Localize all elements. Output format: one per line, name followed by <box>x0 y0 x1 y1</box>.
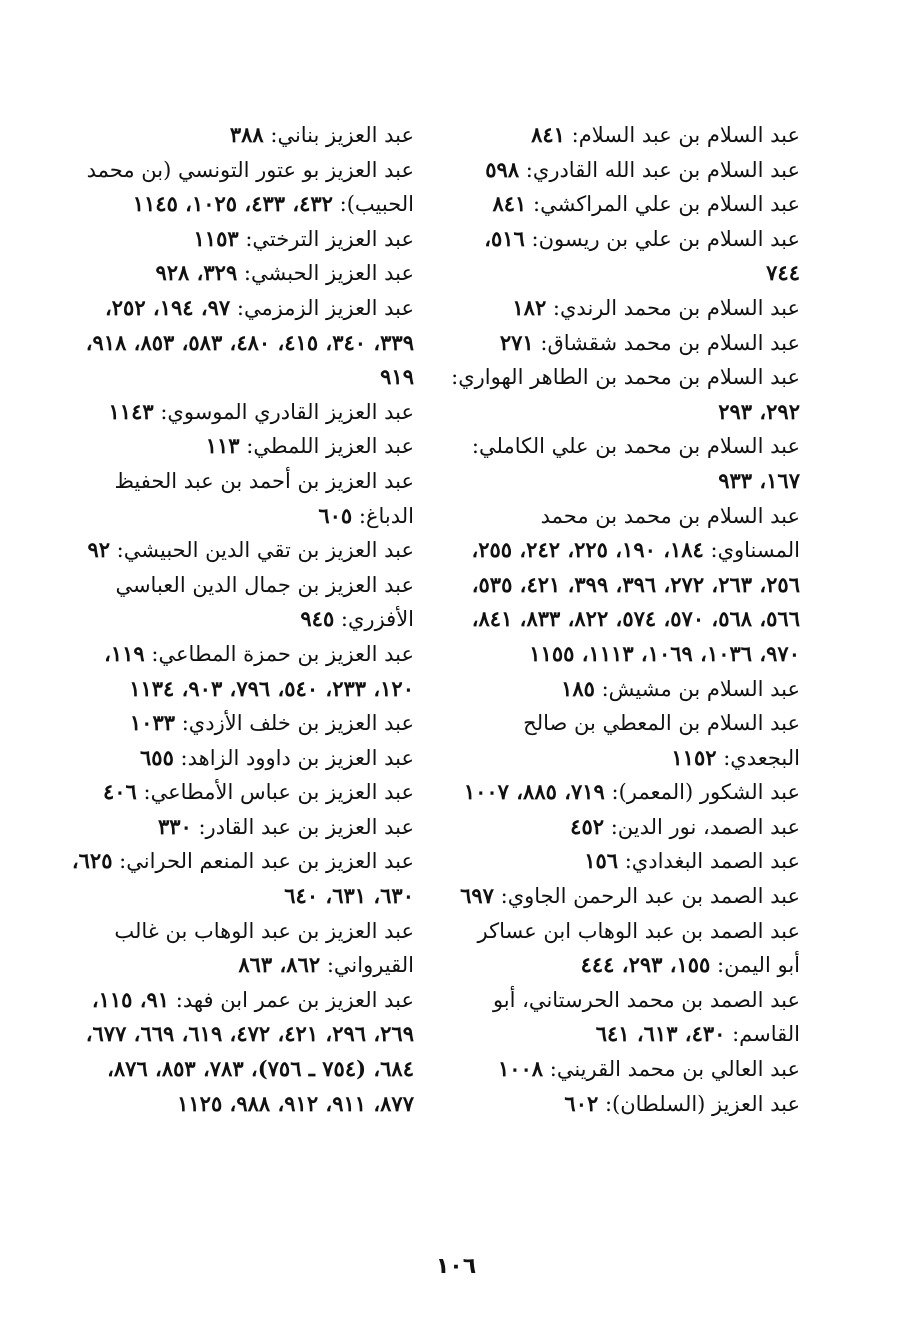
entry-pages: ٣٣٠ <box>157 813 192 839</box>
index-entry <box>450 429 800 498</box>
right-column <box>450 118 800 1121</box>
entry-pages: ١٠٣٣ <box>129 710 176 736</box>
entry-pages: ٧١٩، ٨٨٥، ١٠٠٧ <box>463 779 605 805</box>
index-entry <box>62 568 414 637</box>
entry-name: عبد السلام بن المعطي بن صالح البجعدي: <box>523 711 800 770</box>
entry-pages: ١٨٤، ١٩٠، ٢٢٥، ٢٤٢، ٢٥٥، ٢٥٦، ٢٦٣، ٢٧٢، ٣٩٦، ٣٩٩، ٤٢١، ٥٣٥، ٥٦٦، ٥٦٨، ٥٧٠، ٥٧٤، ٨٢٢، ٨٣٣، ٨٤١، ٩٧٠، ١٠٣٦، ١٠٦٩، ١١١٣، ١١٥٥ <box>471 537 800 666</box>
entry-name: عبد العزيز بن حمزة المطاعي: <box>144 641 414 666</box>
entry-pages: ٣٢٩، ٩٢٨ <box>155 260 238 286</box>
index-entry <box>62 810 414 845</box>
entry-name: عبد السلام بن علي المراكشي: <box>526 192 800 217</box>
entry-name: عبد السلام بن محمد بن الطاهر الهواري: <box>451 365 800 390</box>
entry-pages: ١٠٠٨ <box>497 1056 544 1082</box>
index-entry <box>450 775 800 810</box>
entry-name: عبد السلام بن عبد السلام: <box>564 123 800 147</box>
entry-name: عبد العزيز بناني: <box>263 123 414 147</box>
index-entry <box>450 291 800 326</box>
index-entry <box>450 706 800 775</box>
index-entry <box>450 879 800 914</box>
entry-pages: ٩٧، ١٩٤، ٢٥٢، ٣٣٩، ٣٤٠، ٤١٥، ٤٨٠، ٥٨٣، ٨٥٣، ٩١٨، ٩١٩ <box>85 294 414 390</box>
index-entry <box>62 983 414 1121</box>
index-entry <box>62 914 414 983</box>
entry-name: عبد الشكور (المعمر): <box>604 780 800 805</box>
entry-pages: ٦٥٥ <box>140 744 174 770</box>
entry-pages: ٨٦٢، ٨٦٣ <box>238 952 321 978</box>
entry-pages: ٦٩٧ <box>460 883 494 909</box>
entry-name: عبد الصمد، نور الدين: <box>604 814 800 839</box>
entry-pages: ٦٠٢ <box>564 1090 599 1116</box>
entry-pages: ٢٩٢، ٢٩٣ <box>718 398 800 424</box>
index-entry <box>62 222 414 257</box>
entry-pages: ١٦٧، ٩٣٣ <box>718 467 800 493</box>
entry-name: عبد الصمد بن عبد الوهاب ابن عساكر أبو اليمن: <box>477 918 800 978</box>
entry-name: عبد العزيز بن جمال الدين العباسي الأفزري: <box>115 572 414 632</box>
index-entry <box>450 844 800 879</box>
entry-name: عبد العزيز بن خلف الأزدي: <box>175 711 414 736</box>
entry-pages: ١١٤٣ <box>108 398 154 424</box>
entry-pages: ١٨٢ <box>512 294 547 320</box>
entry-name: عبد العزيز الترختي: <box>238 226 414 251</box>
index-entry <box>62 775 414 810</box>
entry-name: عبد العزيز بن عمر ابن فهد: <box>169 987 414 1012</box>
index-entry <box>62 741 414 776</box>
entry-name: عبد العزيز الزمزمي: <box>230 295 414 320</box>
entry-pages: ٤٣٢، ٤٣٣، ١٠٢٥، ١١٤٥ <box>132 191 333 217</box>
index-entry <box>450 222 800 291</box>
entry-pages: ١٥٥، ٢٩٣، ٤٤٤ <box>580 952 711 978</box>
entry-pages: ١١٩، ١٢٠، ٢٣٣، ٥٤٠، ٧٩٦، ٩٠٣، ١١٣٤ <box>104 640 414 701</box>
entry-pages: ٩١، ١١٥، ٢٦٩، ٢٩٦، ٤٢١، ٤٧٢، ٦١٩، ٦٦٩، ٦٧٧، ٦٨٤، (٧٥٤ ـ ٧٥٦)، ٧٨٣، ٨٥٣، ٨٧٦، ٨٧٧، ٩١١، ٩١٢، ٩٨٨، ١١٢٥ <box>85 986 414 1116</box>
index-entry <box>62 291 414 395</box>
entry-name: عبد العزيز بن عبد المنعم الحراني: <box>112 849 414 874</box>
entry-name: عبد العزيز بو عتور التونسي (بن محمد الحبيب): <box>86 157 414 217</box>
entry-pages: ١٥٦ <box>584 848 619 874</box>
entry-name: عبد العزيز الحبشي: <box>237 261 414 286</box>
index-entry <box>62 429 414 464</box>
entry-pages: ٩٤٥ <box>300 606 335 632</box>
index-entry <box>450 1052 800 1087</box>
entry-pages: ٥٩٨ <box>485 156 520 182</box>
entry-name: عبد الصمد بن عبد الرحمن الجاوي: <box>493 884 800 909</box>
entry-name: عبد العزيز (السلطان): <box>598 1091 800 1116</box>
entry-name: عبد السلام بن محمد بن علي الكاملي: <box>471 434 800 459</box>
entry-pages: ١١٥٣ <box>193 225 239 251</box>
entry-pages: ٦٠٥ <box>318 502 353 528</box>
index-entry <box>62 153 414 222</box>
entry-pages: ١٨٥ <box>561 675 595 701</box>
entry-pages: ٩٢ <box>87 537 110 563</box>
entry-pages: ١١٥٢ <box>671 744 717 770</box>
entry-pages: ٤٠٦ <box>102 779 137 805</box>
entry-name: عبد العزيز اللمطي: <box>239 434 414 459</box>
page-number: ١٠٦ <box>435 1254 477 1279</box>
index-entry <box>450 810 800 845</box>
index-entry <box>450 499 800 672</box>
index-entry <box>450 360 800 429</box>
index-entry <box>450 983 800 1052</box>
entry-pages: ٢٧١ <box>499 329 534 355</box>
entry-name: عبد السلام بن محمد بن محمد المسناوي: <box>540 503 800 563</box>
entry-name: عبد العزيز بن داوود الزاهد: <box>173 745 414 770</box>
index-entry <box>62 533 414 568</box>
entry-name: عبد العزيز بن عبد الوهاب بن غالب القيرواني: <box>114 918 414 978</box>
entry-name: عبد السلام بن محمد الرندي: <box>546 295 800 320</box>
index-entry <box>450 326 800 361</box>
entry-name: عبد العزيز بن أحمد بن عبد الحفيظ الدباغ: <box>114 468 414 528</box>
entry-name: عبد العزيز بن عبد القادر: <box>191 814 414 839</box>
entry-pages: ٣٨٨ <box>229 122 264 147</box>
entry-name: عبد العزيز بن تقي الدين الحبيشي: <box>110 538 414 563</box>
index-entry <box>62 118 414 153</box>
entry-name: عبد السلام بن عبد الله القادري: <box>519 157 800 182</box>
entry-pages: ٥١٦، ٧٤٤ <box>484 225 800 286</box>
entry-name: عبد العزيز بن عباس الأمطاعي: <box>136 780 414 805</box>
entry-name: عبد العالي بن محمد القريني: <box>543 1057 800 1082</box>
index-entry <box>450 153 800 188</box>
entry-name: عبد السلام بن محمد شقشاق: <box>533 330 800 355</box>
index-entry <box>450 672 800 707</box>
entry-name: عبد السلام بن مشيش: <box>594 676 800 701</box>
entry-pages: ٨٤١ <box>531 122 565 147</box>
index-entry <box>62 706 414 741</box>
index-entry <box>62 256 414 291</box>
entry-name: عبد السلام بن علي بن ريسون: <box>524 226 800 251</box>
entry-pages: ٦٢٥، ٦٣٠، ٦٣١، ٦٤٠ <box>71 848 414 909</box>
left-column <box>62 118 414 1121</box>
index-entry <box>62 464 414 533</box>
entry-pages: ٤٥٢ <box>570 813 605 839</box>
entry-name: عبد العزيز القادري الموسوي: <box>153 399 414 424</box>
index-entry <box>450 1087 800 1122</box>
index-entry <box>450 187 800 222</box>
index-entry <box>62 637 414 706</box>
entry-pages: ٤٣٠، ٦١٣، ٦٤١ <box>595 1021 726 1047</box>
index-entry <box>450 118 800 153</box>
index-entry <box>62 844 414 913</box>
entry-pages: ١١٣ <box>205 433 240 459</box>
entry-name: عبد الصمد بن محمد الحرستاني، أبو القاسم: <box>492 987 800 1047</box>
index-entry <box>450 914 800 983</box>
entry-name: عبد الصمد البغدادي: <box>618 849 800 874</box>
index-entry <box>62 395 414 430</box>
entry-pages: ٨٤١ <box>492 191 527 217</box>
